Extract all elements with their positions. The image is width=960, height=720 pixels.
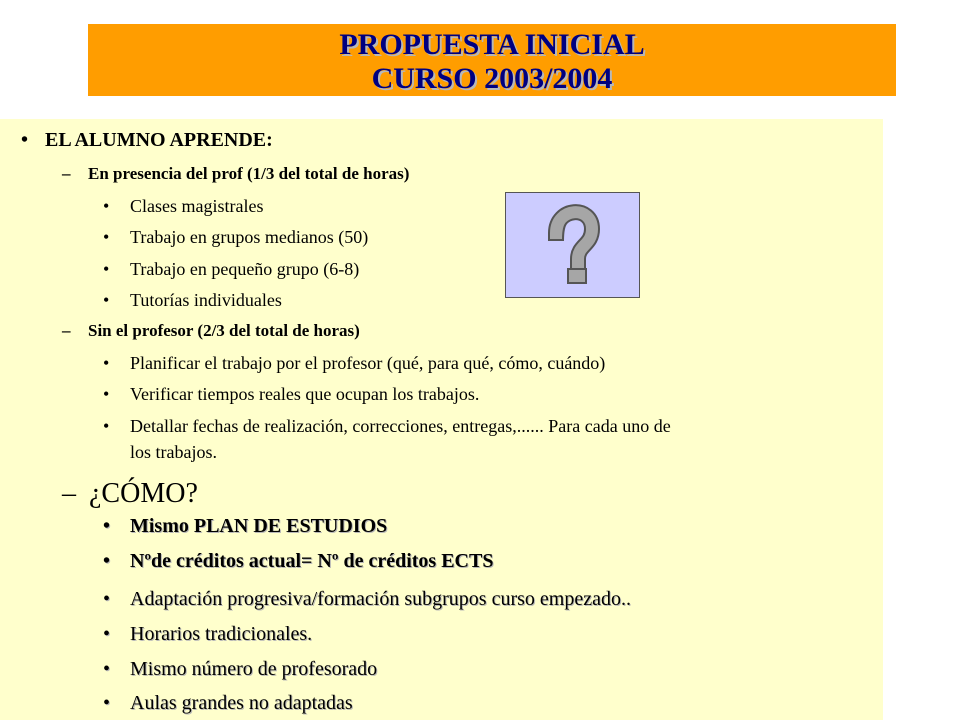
dash: – xyxy=(62,321,71,340)
list-item-text: los trabajos. xyxy=(130,442,217,462)
list-item xyxy=(103,196,264,216)
bullet: • xyxy=(103,227,110,247)
bullet: • xyxy=(103,416,110,436)
list-item-text: Detallar fechas de realización, correcciones, entregas,...... Para cada uno de xyxy=(130,416,671,436)
content-panel xyxy=(0,119,883,720)
bullet: • xyxy=(103,384,110,404)
bullet: • xyxy=(103,658,111,680)
bullet: • xyxy=(103,515,111,537)
section-heading xyxy=(21,129,273,151)
how-label: ¿CÓMO? xyxy=(89,478,198,509)
list-item-text: Adaptación progresiva/formación subgrupos curso empezado.. xyxy=(130,588,631,610)
list-item xyxy=(103,588,631,610)
bullet: • xyxy=(103,196,110,216)
heading-text: EL ALUMNO APRENDE: xyxy=(45,129,273,151)
list-item-text: Mismo número de profesorado xyxy=(130,658,378,680)
dash: – xyxy=(62,164,71,183)
list-item-text: Trabajo en grupos medianos (50) xyxy=(130,227,369,247)
list-item-text: Trabajo en pequeño grupo (6-8) xyxy=(130,259,360,279)
list-item xyxy=(103,259,360,279)
subsection-without-teacher xyxy=(62,321,360,340)
bullet: • xyxy=(103,290,110,310)
subsection-with-teacher xyxy=(62,164,410,183)
list-item-text: Horarios tradicionales. xyxy=(130,623,313,645)
without-teacher-label: Sin el profesor (2/3 del total de horas) xyxy=(88,321,360,340)
question-mark-box xyxy=(505,192,640,298)
list-item-text: Mismo PLAN DE ESTUDIOS xyxy=(130,515,388,537)
list-item xyxy=(103,550,494,572)
question-mark-icon xyxy=(506,193,639,297)
bullet: • xyxy=(103,588,111,610)
bullet: • xyxy=(103,623,111,645)
list-item xyxy=(103,227,369,247)
list-item-text: Tutorías individuales xyxy=(130,290,282,310)
title-line-2: CURSO 2003/2004 xyxy=(371,62,613,95)
list-item xyxy=(103,290,282,310)
bullet: • xyxy=(21,129,29,151)
list-item xyxy=(103,515,388,537)
list-item xyxy=(103,692,353,714)
bullet: • xyxy=(103,259,110,279)
list-item xyxy=(103,623,313,645)
list-item-text: Verificar tiempos reales que ocupan los trabajos. xyxy=(130,384,480,404)
with-teacher-label: En presencia del prof (1/3 del total de horas) xyxy=(88,164,410,183)
list-item-text: Aulas grandes no adaptadas xyxy=(130,692,353,714)
list-item xyxy=(103,416,671,436)
bullet: • xyxy=(103,353,110,373)
list-item xyxy=(103,658,378,680)
subsection-how xyxy=(62,478,198,509)
bullet: • xyxy=(103,692,111,714)
list-item-text: Planificar el trabajo por el profesor (qué, para qué, cómo, cuándo) xyxy=(130,353,606,373)
dash: – xyxy=(62,478,76,509)
bullet: • xyxy=(103,550,111,572)
list-item xyxy=(103,353,606,373)
title-line-1: PROPUESTA INICIAL xyxy=(339,28,645,61)
list-item-text: Clases magistrales xyxy=(130,196,264,216)
list-item xyxy=(103,384,480,404)
list-item-text: Nºde créditos actual= Nº de créditos ECTS xyxy=(130,550,494,572)
title-bar xyxy=(88,24,896,96)
